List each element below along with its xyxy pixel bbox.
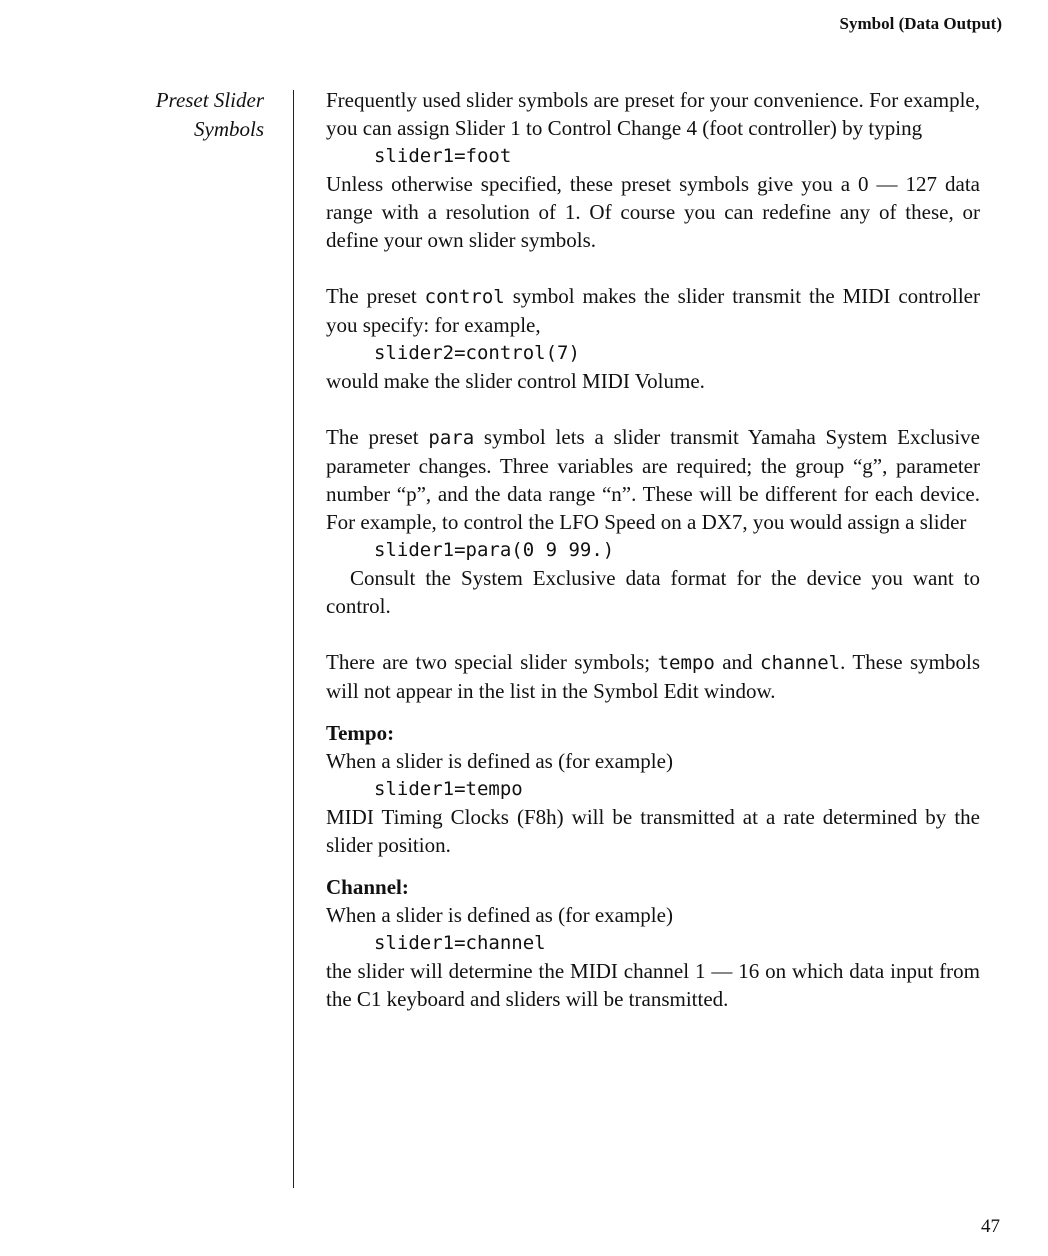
paragraph-para bbox=[326, 423, 980, 536]
text-fragment: symbol lets a slider transmit Yamaha System Exclusive parameter changes. Three variables are required; the group “g”, parameter number “p”, and the data range “n”. These will be different for each device. For example, to control the LFO Speed on a DX7, you would assign a slider bbox=[326, 425, 980, 534]
text-fragment: There are two special slider symbols; bbox=[326, 650, 658, 674]
running-head: Symbol (Data Output) bbox=[839, 14, 1002, 33]
text-fragment: . These symbols will not appear in the list in the Symbol Edit window. bbox=[326, 650, 980, 703]
paragraph-channel-def: When a slider is defined as (for example) bbox=[326, 903, 673, 927]
text-fragment: and bbox=[714, 650, 760, 674]
text-fragment: The preset bbox=[326, 425, 429, 449]
paragraph-range: Unless otherwise specified, these preset symbols give you a 0 — 127 data range with a resolution of 1. Of course you can redefine any of these, or define your own slider symbols. bbox=[326, 172, 980, 252]
paragraph-consult: Consult the System Exclusive data format for the device you want to control. bbox=[326, 566, 980, 618]
text-fragment: The preset bbox=[326, 284, 425, 308]
subheading-channel: Channel: bbox=[326, 875, 409, 899]
code-example-foot: slider1=foot bbox=[374, 145, 512, 167]
inline-code-channel: channel bbox=[760, 652, 841, 674]
inline-code-tempo: tempo bbox=[657, 652, 715, 674]
paragraph-volume: would make the slider control MIDI Volume. bbox=[326, 369, 705, 393]
text-fragment: symbol makes the slider transmit the MIDI controller you specify: for example, bbox=[326, 284, 980, 337]
side-heading-line1: Preset Slider bbox=[155, 88, 264, 112]
subheading-tempo: Tempo: bbox=[326, 721, 395, 745]
inline-code-para: para bbox=[428, 427, 475, 449]
body-column bbox=[326, 86, 980, 1013]
paragraph-tempo-desc: MIDI Timing Clocks (F8h) will be transmitted at a rate determined by the slider position. bbox=[326, 805, 980, 857]
paragraph-tempo-def: When a slider is defined as (for example) bbox=[326, 749, 673, 773]
section-side-heading bbox=[40, 86, 264, 144]
page-number: 47 bbox=[981, 1216, 1000, 1237]
paragraph-intro: Frequently used slider symbols are preset for your convenience. For example, you can assign Slider 1 to Control Change 4 (foot controller) by typing bbox=[326, 88, 980, 140]
code-example-channel: slider1=channel bbox=[374, 932, 546, 954]
code-example-control: slider2=control(7) bbox=[374, 342, 580, 364]
code-example-tempo: slider1=tempo bbox=[374, 778, 523, 800]
paragraph-special bbox=[326, 648, 980, 705]
code-example-para: slider1=para(0 9 99.) bbox=[374, 539, 615, 561]
margin-rule bbox=[293, 90, 294, 1188]
side-heading-line2: Symbols bbox=[194, 117, 264, 141]
inline-code-control: control bbox=[424, 286, 505, 308]
paragraph-control bbox=[326, 282, 980, 339]
paragraph-channel-desc: the slider will determine the MIDI channel 1 — 16 on which data input from the C1 keyboard and sliders will be transmitted. bbox=[326, 959, 980, 1011]
